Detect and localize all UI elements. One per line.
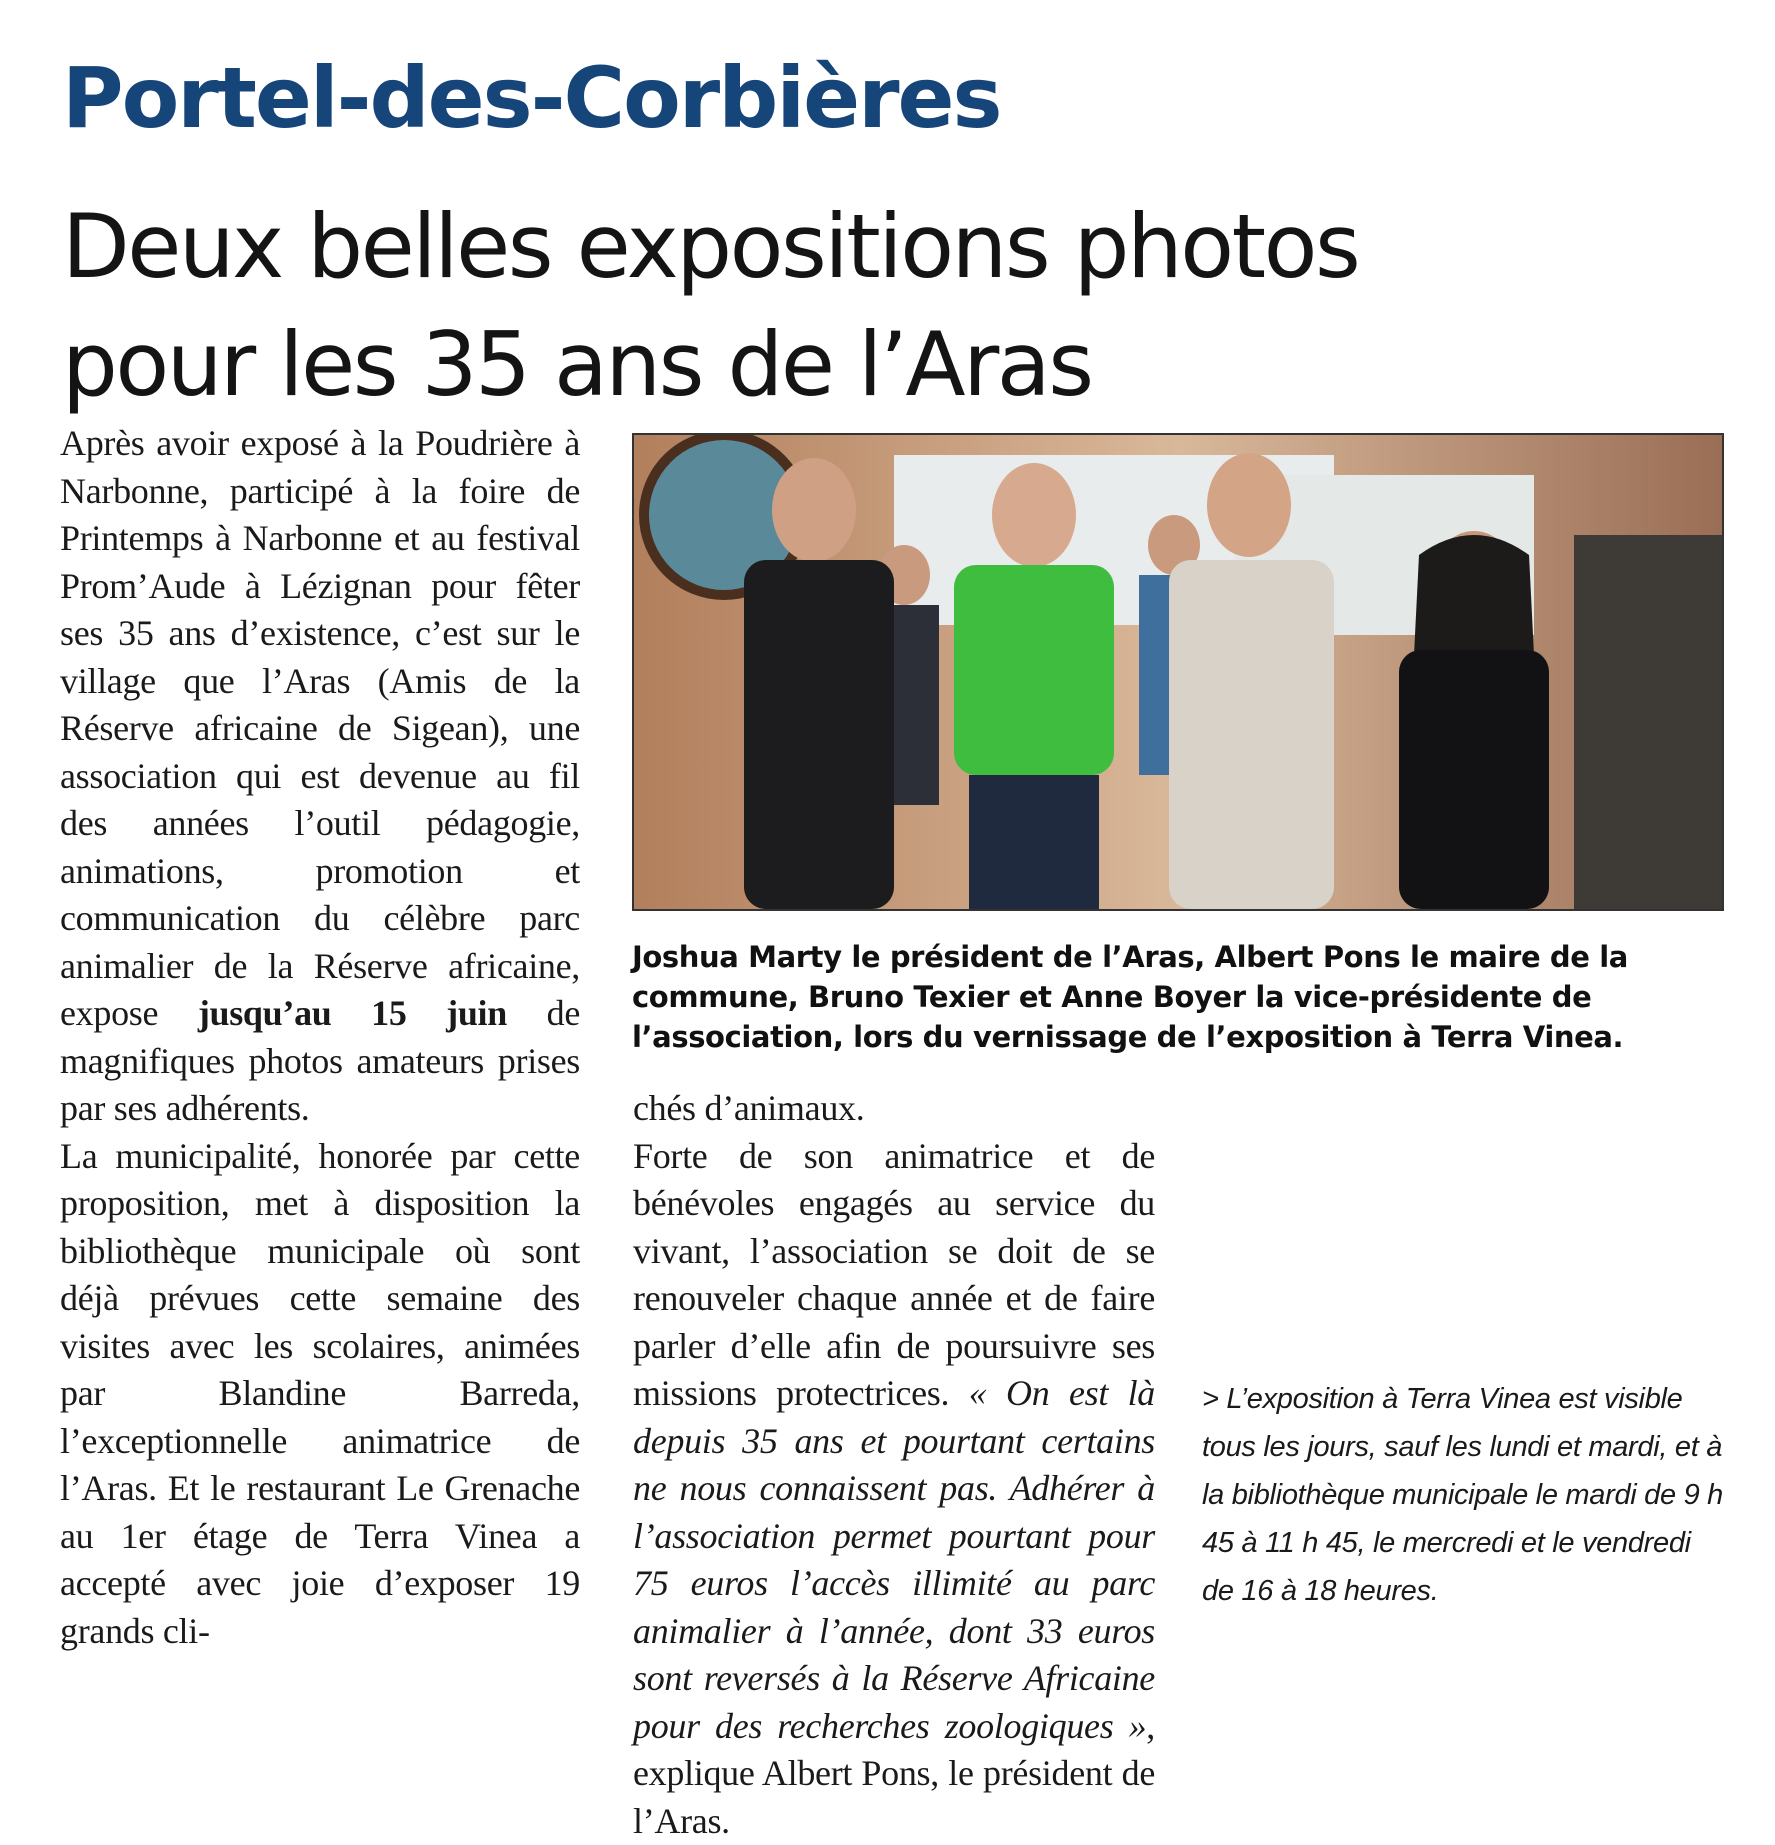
p1-start: Après avoir exposé à la Poudrière à Narbonne, participé à la foire de Printemps à Narbonne et au festival Prom’Aude à Lézignan pour fêter ses 35 ans d’existence, c’est sur le village que l’Aras (Amis de la Réserve africaine de Sigean), une association qui est devenue au fil des années l’outil pédagogie, animations, promotion et communication du célèbre parc animalier de la Réserve africaine, expose: [60, 423, 580, 1033]
article-column-3: [1202, 1095, 1730, 1615]
p1-end: de magnifiques photos amateurs prises par ses adhérents.: [60, 993, 580, 1128]
p3-end: , explique Albert Pons, le président de l’Aras.: [633, 1706, 1155, 1841]
paragraph-2-part-2: chés d’animaux.: [633, 1085, 1155, 1133]
article-photo: [632, 433, 1724, 911]
person-3-shirt: [1169, 560, 1334, 909]
paragraph-2-part-1: La municipalité, honorée par cette proposition, met à disposition la bibliothèque municipale où sont déjà prévues cette semaine des visites avec les scolaires, animées par Blandine Barreda, l’exceptionnelle animatrice de l’Aras. Et le restaurant Le Grenache au 1er étage de Terra Vinea a accepté avec joie d’exposer 19 grands cli-: [60, 1133, 580, 1656]
article-column-2: [633, 1085, 1155, 1845]
paragraph-3: [633, 1133, 1155, 1845]
practical-info: > L’exposition à Terra Vinea est visible tous les jours, sauf les lundi et mardi, et à la bibliothèque municipale le mardi de 9 h 45 à 11 h 45, le mercredi et le vendredi de 16 à 18 heures.: [1202, 1375, 1730, 1615]
group-photo-illustration: [634, 435, 1722, 909]
p3-quote: « On est là depuis 35 ans et pourtant certains ne nous connaissent pas. Adhérer à l’association permet pourtant pour 75 euros l’accès illimité au parc animalier à l’année, dont 33 euros sont reversés à la Réserve Africaine pour des recherches zoologiques »: [633, 1373, 1155, 1746]
photo-caption: Joshua Marty le président de l’Aras, Albert Pons le maire de la commune, Bruno Texier et Anne Boyer la vice-présidente de l’association, lors du vernissage de l’exposition à Terra Vinea.: [632, 937, 1732, 1057]
paragraph-1: [60, 420, 580, 1133]
article-column-1: [60, 420, 580, 1655]
display-shelf: [1574, 535, 1722, 909]
person-2-shirt: [954, 565, 1114, 775]
p1-date-bold: jusqu’au 15 juin: [198, 993, 507, 1033]
person-3-head: [1207, 453, 1291, 557]
person-1-body: [744, 560, 894, 909]
kicker-location: Portel-des-Corbières: [62, 48, 1001, 148]
person-4-dress: [1399, 650, 1549, 909]
headline: [62, 188, 1722, 424]
person-1-head: [772, 458, 856, 562]
headline-line-1: Deux belles expositions photos: [62, 188, 1722, 306]
person-2-head: [992, 463, 1076, 567]
headline-line-2: pour les 35 ans de l’Aras: [62, 306, 1722, 424]
p3-start: Forte de son animatrice et de bénévoles engagés au service du vivant, l’association se doit de se renouveler chaque année et de faire parler d’elle afin de poursuivre ses missions protectrices.: [633, 1136, 1155, 1414]
person-2-trousers: [969, 775, 1099, 909]
